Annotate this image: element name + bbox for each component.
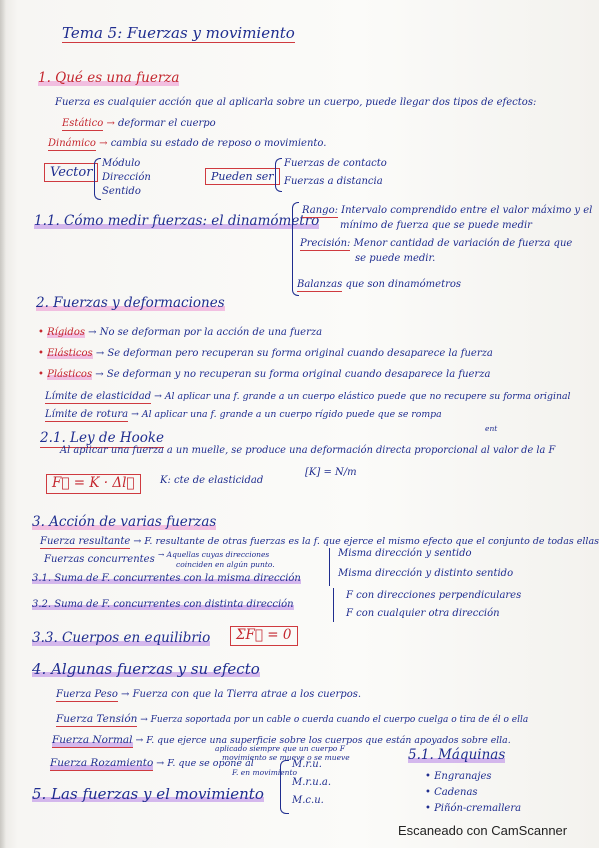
distance-forces: Fuerzas a distancia [284,176,383,187]
resultant-text: → F. resultante de otras fuerzas es la f. que ejerce el mismo efecto que el conjunto de todas ellas [133,536,599,547]
scanner-watermark: Escaneado con CamScanner [398,823,568,838]
dynamic-term: Dinámico [48,138,96,149]
weight-line [56,690,361,700]
vector-bracket [94,158,101,200]
text-limite-rotura: → Al aplicar una f. grande a un cuerpo rígido puede que se rompa [131,409,442,420]
scan-shadow-edge [0,0,6,848]
concurrent-term: Fuerzas concurrentes [44,554,155,565]
balances-text: que son dinamómetros [345,279,462,290]
friction-note-1: aplicado siempre que un cuerpo F [215,744,345,753]
contact-forces: Fuerzas de contacto [284,158,387,169]
hooke-heading: 2.1. Ley de Hooke [40,430,165,446]
page-title: Tema 5: Fuerzas y movimiento [62,24,295,42]
dynamic-arrow-icon: → [99,138,108,149]
text-elasticos: → Se deforman pero recuperan su forma original cuando desaparece la fuerza [95,348,493,359]
resultant-line [40,537,599,547]
bullet-icon: • [38,348,44,359]
rupture-limit-line [45,410,442,420]
tension-text: → Fuerza soportada por un cable o cuerda cuando el cuerpo cuelga o tira de él o ella [140,715,529,725]
hooke-superscript: ent [485,424,498,433]
bullet-icon: • [425,803,435,814]
static-effect-line [62,119,216,129]
friction-note-2: movimiento se mueve o se mueve [222,753,350,762]
term-limite-elasticidad: Límite de elasticidad [45,391,152,402]
section-4-heading: 4. Algunas fuerzas y su efecto [32,660,260,678]
text-limite-elasticidad: → Al aplicar una f. grande a un cuerpo elástico puede que no recupere su forma original [154,391,571,402]
perpendicular-forces: F con direcciones perpendiculares [346,590,522,601]
normal-term: Fuerza Normal [52,734,133,746]
dynamic-effect-line [48,139,326,149]
force-definition: Fuerza es cualquier acción que al aplicarla sobre un cuerpo, puede llegar dos tipos de efectos: [55,97,537,108]
hooke-constant: K: cte de elasticidad [160,475,264,486]
vector-item-sentido: Sentido [102,186,141,197]
static-arrow-icon: → [106,118,115,129]
range-text-2: mínimo de fuerza que se puede medir [340,220,532,231]
tension-line [56,714,528,725]
machine-rack-label: Piñón-cremallera [434,803,522,814]
term-rigidos: Rígidos [47,327,85,338]
curly-brace-a [329,548,330,586]
term-plasticos: Plásticos [47,369,93,380]
friction-note-3: F. en movimiento [232,768,298,777]
hooke-heading-line [40,432,164,446]
tension-term: Fuerza Tensión [56,713,138,725]
section-2-heading: 2. Fuerzas y deformaciones [36,295,225,311]
weight-text: → Fuerza con que la Tierra atrae a los cuerpos. [121,689,362,700]
range-text-1: Intervalo comprendido entre el valor máximo y el [341,205,593,216]
section-1-heading: 1. Qué es una fuerza [38,70,180,86]
hooke-formula: F⃗ = K · Δl⃗ [46,474,141,494]
precision-text-1: Menor cantidad de variación de fuerza que [353,238,573,249]
section-1-1-heading: 1.1. Cómo medir fuerzas: el dinamómetro [34,213,320,229]
vector-item-modulo: Módulo [102,158,141,169]
range-label: Rango: [302,205,338,216]
machine-gears-label: Engranajes [434,771,492,782]
bullet-icon: • [425,787,435,798]
vector-item-direccion: Dirección [102,172,151,183]
resultant-term: Fuerza resultante [40,536,131,547]
vector-label: Vector [44,163,98,182]
section-3-2-heading: 3.2. Suma de F. concurrentes con distinta dirección [32,599,294,610]
precision-line-1 [300,239,572,249]
curly-brace-b [333,588,334,622]
normal-text: → F. que ejerce una superficie sobre los cuerpos que están apoyados sobre ella. [135,735,511,746]
elastic-limit-line [45,392,570,402]
concurrent-text-2: coinciden en algún punto. [176,560,275,569]
machine-item-rack [425,804,521,814]
machine-item-chains [425,788,478,798]
balances-label: Balanzas [297,279,343,290]
precision-text-2: se puede medir. [355,253,436,264]
equilibrium-formula: ΣF⃗ = 0 [230,626,298,646]
static-term: Estático [62,118,104,129]
balances-line [297,280,461,290]
section-3-3-heading: 3.3. Cuerpos en equilibrio [32,630,211,646]
bullet-icon: • [38,327,44,338]
text-plasticos: → Se deforman y no recuperan su forma original cuando desaparece la fuerza [95,369,491,380]
weight-term: Fuerza Peso [56,689,118,700]
pueden-ser-label: Pueden ser [205,168,280,185]
term-elasticos: Elásticos [47,348,93,359]
bullet-icon: • [425,771,435,782]
section-5-1-heading: 5.1. Máquinas [408,747,506,763]
dynamic-desc: cambia su estado de reposo o movimiento. [110,138,327,149]
precision-label: Precisión: [300,238,351,249]
same-direction-same-sense: Misma dirección y sentido [338,548,472,559]
same-direction-other-sense: Misma dirección y distinto sentido [338,568,514,579]
friction-text: → F. que se opone al [156,758,254,769]
motion-bracket [280,760,289,814]
motion-mrua: M.r.u.a. [292,777,332,788]
section-3-heading: 3. Acción de varias fuerzas [32,514,217,530]
term-limite-rotura: Límite de rotura [45,409,129,420]
concurrent-text-1: → Aquellas cuyas direcciones [158,550,270,559]
motion-mcu: M.c.u. [292,795,324,806]
hooke-statement: Al aplicar una fuerza a un muelle, se produce una deformación directa proporcional al valor de la F [60,445,556,456]
any-direction-forces: F con cualquier otra dirección [346,608,500,619]
deformation-item-plasticos [38,370,490,380]
bullet-icon: • [38,369,44,380]
machine-item-gears [425,772,492,782]
machine-chains-label: Cadenas [434,787,478,798]
range-line-1 [302,206,592,216]
static-desc: deformar el cuerpo [118,118,216,129]
motion-mru: M.r.u. [292,759,322,770]
section-5-heading: 5. Las fuerzas y el movimiento [32,785,264,803]
text-rigidos: → No se deforman por la acción de una fuerza [88,327,323,338]
hooke-units: [K] = N/m [305,467,357,478]
deformation-item-rigidos [38,328,322,338]
deformation-item-elasticos [38,349,493,359]
pueden-bracket [275,158,282,192]
section-3-1-heading: 3.1. Suma de F. concurrentes con la misma dirección [32,573,301,584]
friction-term: Fuerza Rozamiento [50,757,154,769]
